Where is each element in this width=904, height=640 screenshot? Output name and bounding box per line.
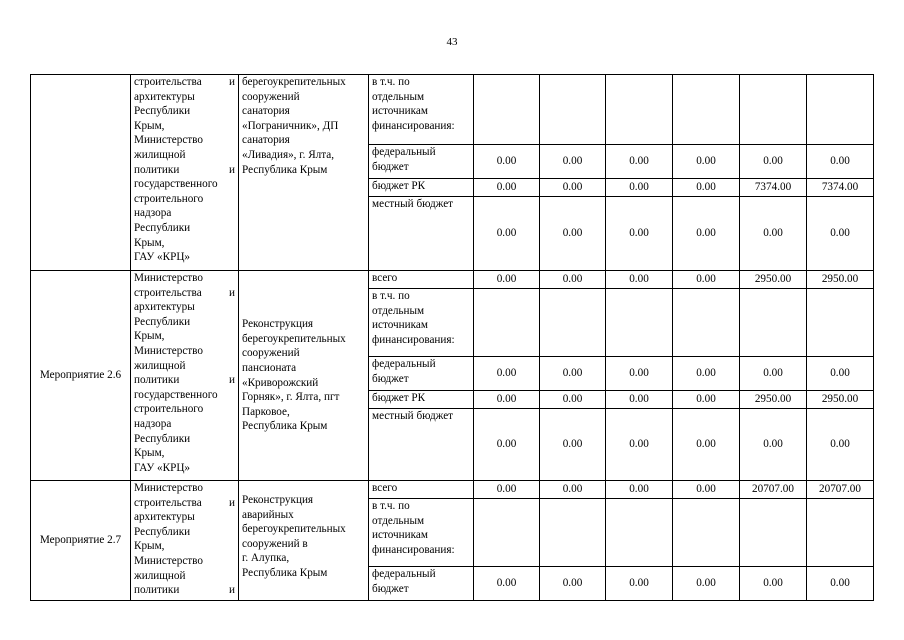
executor-word: архитектуры [134, 301, 195, 314]
executor-word: Министерство [134, 482, 203, 494]
funding-source-line: в т.ч. по [372, 290, 410, 302]
amount-cell: 0.00 [673, 197, 740, 271]
executor-line [134, 221, 235, 236]
executor-line [134, 402, 235, 417]
executor-cell [131, 481, 239, 601]
funding-source-cell [369, 481, 474, 499]
amount-cell: 0.00 [474, 179, 540, 197]
executor-line [134, 481, 235, 496]
executor-word: Крым, [134, 540, 165, 553]
executor-line [134, 286, 235, 301]
funding-source-line: бюджет РК [372, 180, 426, 192]
funding-source-line: в т.ч. по [372, 76, 410, 88]
funding-source-cell [369, 567, 474, 601]
executor-line [134, 496, 235, 511]
amount-cell [673, 75, 740, 145]
funding-source-line: местный бюджет [372, 410, 454, 422]
amount-cell [606, 75, 673, 145]
executor-word: Крым, [134, 330, 165, 343]
executor-line [134, 510, 235, 525]
executor-word: и [229, 496, 235, 509]
amount-cell: 2950.00 [740, 271, 807, 289]
amount-cell: 0.00 [606, 357, 673, 391]
object-line: Парковое, [242, 405, 290, 418]
executor-line [134, 461, 235, 476]
amount-cell: 2950.00 [807, 271, 874, 289]
amount-cell: 0.00 [540, 409, 606, 481]
executor-word: Республики [134, 432, 191, 445]
amount-cell: 0.00 [673, 391, 740, 409]
amount-cell: 7374.00 [807, 179, 874, 197]
amount-cell: 2950.00 [740, 391, 807, 409]
table-row [31, 481, 874, 499]
executor-word: и [229, 374, 235, 387]
amount-cell: 0.00 [606, 179, 673, 197]
object-line: аварийных [242, 508, 294, 521]
measure-cell: Мероприятие 2.7 [31, 481, 131, 601]
amount-cell: 0.00 [807, 567, 874, 601]
amount-cell: 0.00 [540, 481, 606, 499]
amount-cell [474, 289, 540, 357]
amount-cell: 0.00 [540, 197, 606, 271]
funding-source-cell [369, 499, 474, 567]
amount-cell: 0.00 [740, 409, 807, 481]
amount-cell: 0.00 [606, 567, 673, 601]
funding-source-line: в т.ч. по [372, 500, 410, 512]
executor-word: Министерство [134, 344, 203, 357]
amount-cell: 0.00 [474, 567, 540, 601]
amount-cell: 20707.00 [740, 481, 807, 499]
executor-word: политики [134, 374, 180, 387]
amount-cell [606, 289, 673, 357]
funding-source-line: всего [372, 272, 398, 284]
funding-source-line: финансирования: [372, 333, 455, 346]
amount-cell: 0.00 [474, 145, 540, 179]
amount-cell: 0.00 [740, 145, 807, 179]
amount-cell [474, 75, 540, 145]
object-line: Республика Крым [242, 566, 328, 579]
object-line: берегоукрепительных [242, 523, 346, 536]
amount-cell: 0.00 [474, 197, 540, 271]
executor-word: Республики [134, 105, 191, 118]
funding-source-cell [369, 75, 474, 145]
financing-table [30, 74, 874, 601]
funding-source-line: финансирования: [372, 119, 455, 132]
funding-source-line: источникам [372, 105, 428, 118]
amount-cell: 0.00 [673, 567, 740, 601]
funding-source-cell [369, 179, 474, 197]
amount-cell: 0.00 [740, 197, 807, 271]
funding-source-line: местный бюджет [372, 198, 454, 210]
object-line: санатория [242, 134, 290, 147]
object-line: «Криворожский [242, 376, 319, 389]
executor-line [134, 148, 235, 163]
amount-cell: 0.00 [540, 179, 606, 197]
amount-cell: 0.00 [540, 391, 606, 409]
executor-word: строительства [134, 496, 202, 509]
amount-cell: 20707.00 [807, 481, 874, 499]
amount-cell: 0.00 [673, 145, 740, 179]
executor-line [134, 373, 235, 388]
amount-cell [474, 499, 540, 567]
object-line: Республика Крым [242, 420, 328, 433]
funding-source-line: отдельным [372, 90, 425, 103]
funding-source-line: бюджет РК [372, 392, 426, 404]
funding-source-line: бюджет [372, 160, 409, 173]
funding-source-cell [369, 357, 474, 391]
executor-word: Крым, [134, 236, 165, 249]
amount-cell: 0.00 [673, 357, 740, 391]
amount-cell: 0.00 [474, 391, 540, 409]
executor-word: архитектуры [134, 511, 195, 524]
executor-word: архитектуры [134, 90, 195, 103]
amount-cell: 0.00 [606, 197, 673, 271]
amount-cell: 0.00 [540, 271, 606, 289]
funding-source-line: отдельным [372, 304, 425, 317]
executor-line [134, 300, 235, 315]
amount-cell: 0.00 [673, 271, 740, 289]
amount-cell: 0.00 [540, 357, 606, 391]
executor-line [134, 432, 235, 447]
executor-cell [131, 75, 239, 271]
executor-word: ГАУ «КРЦ» [134, 251, 191, 264]
funding-source-line: всего [372, 482, 398, 494]
object-line: сооружений в [242, 537, 308, 550]
amount-cell: 0.00 [807, 357, 874, 391]
executor-word: строительства [134, 76, 202, 88]
executor-word: и [229, 286, 235, 299]
executor-line [134, 104, 235, 119]
amount-cell [673, 499, 740, 567]
amount-cell: 2950.00 [807, 391, 874, 409]
executor-word: и [229, 584, 235, 597]
executor-word: жилищной [134, 359, 186, 372]
object-line: пансионата [242, 361, 297, 374]
object-line: г. Алупка, [242, 552, 290, 565]
executor-line [134, 539, 235, 554]
executor-word: Республики [134, 315, 191, 328]
object-line: Реконструкция [242, 494, 314, 506]
funding-source-line: источникам [372, 319, 428, 332]
object-line: «Ливадия», г. Ялта, [242, 148, 335, 161]
funding-source-cell [369, 145, 474, 179]
amount-cell: 0.00 [540, 145, 606, 179]
amount-cell: 0.00 [606, 481, 673, 499]
page-number: 43 [446, 36, 458, 48]
amount-cell [740, 75, 807, 145]
amount-cell: 0.00 [606, 391, 673, 409]
executor-word: Министерство [134, 134, 203, 147]
executor-word: Крым, [134, 119, 165, 132]
amount-cell: 0.00 [807, 197, 874, 271]
executor-word: строительства [134, 286, 202, 299]
object-line: «Пограничник», ДП [242, 119, 339, 132]
executor-line [134, 359, 235, 374]
executor-cell [131, 271, 239, 481]
executor-word: политики [134, 163, 180, 176]
amount-cell [740, 499, 807, 567]
amount-cell: 0.00 [807, 409, 874, 481]
executor-word: Министерство [134, 272, 203, 284]
funding-source-line: федеральный [372, 146, 436, 158]
amount-cell: 0.00 [807, 145, 874, 179]
amount-cell: 0.00 [606, 409, 673, 481]
funding-source-cell [369, 391, 474, 409]
object-line: берегоукрепительных [242, 332, 346, 345]
executor-word: Крым, [134, 447, 165, 460]
object-cell [239, 75, 369, 271]
executor-word: жилищной [134, 569, 186, 582]
funding-source-line: федеральный [372, 568, 436, 580]
object-line: берегоукрепительных [242, 76, 346, 88]
executor-word: надзора [134, 417, 172, 430]
amount-cell: 0.00 [474, 357, 540, 391]
executor-word: государственного [134, 388, 218, 401]
executor-line [134, 446, 235, 461]
amount-cell: 0.00 [606, 145, 673, 179]
amount-cell [540, 289, 606, 357]
executor-line [134, 133, 235, 148]
executor-word: строительного [134, 403, 204, 416]
executor-word: и [229, 163, 235, 176]
executor-word: ГАУ «КРЦ» [134, 461, 191, 474]
amount-cell: 0.00 [673, 179, 740, 197]
amount-cell: 0.00 [673, 409, 740, 481]
amount-cell: 0.00 [740, 357, 807, 391]
funding-source-cell [369, 409, 474, 481]
executor-line [134, 75, 235, 90]
executor-line [134, 315, 235, 330]
executor-word: политики [134, 584, 180, 597]
executor-line [134, 583, 235, 598]
executor-line [134, 192, 235, 207]
executor-word: жилищной [134, 148, 186, 161]
funding-source-cell [369, 289, 474, 357]
executor-line [134, 271, 235, 286]
executor-word: Республики [134, 525, 191, 538]
table-row [31, 271, 874, 289]
executor-word: Республики [134, 221, 191, 234]
executor-word: государственного [134, 178, 218, 191]
object-line: санатория [242, 105, 290, 118]
executor-line [134, 177, 235, 192]
funding-source-line: бюджет [372, 582, 409, 595]
measure-cell [31, 75, 131, 271]
amount-cell: 7374.00 [740, 179, 807, 197]
executor-word: надзора [134, 207, 172, 220]
funding-source-line: финансирования: [372, 543, 455, 556]
amount-cell: 0.00 [540, 567, 606, 601]
executor-line [134, 329, 235, 344]
executor-line [134, 236, 235, 251]
funding-source-line: отдельным [372, 514, 425, 527]
executor-word: Министерство [134, 554, 203, 567]
amount-cell [540, 499, 606, 567]
amount-cell [740, 289, 807, 357]
executor-line [134, 344, 235, 359]
object-line: Горняк», г. Ялта, пгт [242, 391, 340, 404]
executor-line [134, 569, 235, 584]
executor-line [134, 163, 235, 178]
amount-cell: 0.00 [474, 481, 540, 499]
amount-cell [807, 289, 874, 357]
amount-cell [807, 499, 874, 567]
executor-line [134, 250, 235, 265]
measure-cell: Мероприятие 2.6 [31, 271, 131, 481]
executor-line [134, 554, 235, 569]
funding-source-line: бюджет [372, 372, 409, 385]
amount-cell: 0.00 [740, 567, 807, 601]
executor-line [134, 417, 235, 432]
funding-source-line: федеральный [372, 358, 436, 370]
amount-cell [807, 75, 874, 145]
executor-word: и [229, 76, 235, 88]
executor-line [134, 525, 235, 540]
amount-cell [606, 499, 673, 567]
object-cell [239, 271, 369, 481]
object-cell [239, 481, 369, 601]
amount-cell [673, 289, 740, 357]
executor-line [134, 388, 235, 403]
funding-source-cell [369, 271, 474, 289]
funding-source-cell [369, 197, 474, 271]
amount-cell: 0.00 [474, 409, 540, 481]
amount-cell [540, 75, 606, 145]
executor-line [134, 90, 235, 105]
amount-cell: 0.00 [606, 271, 673, 289]
amount-cell: 0.00 [474, 271, 540, 289]
funding-source-line: источникам [372, 529, 428, 542]
object-line: Реконструкция [242, 318, 314, 331]
object-line: сооружений [242, 90, 300, 103]
object-line: Республика Крым [242, 163, 328, 176]
executor-line [134, 206, 235, 221]
executor-line [134, 119, 235, 134]
executor-word: строительного [134, 192, 204, 205]
object-line: сооружений [242, 347, 300, 360]
table-row [31, 75, 874, 145]
amount-cell: 0.00 [673, 481, 740, 499]
